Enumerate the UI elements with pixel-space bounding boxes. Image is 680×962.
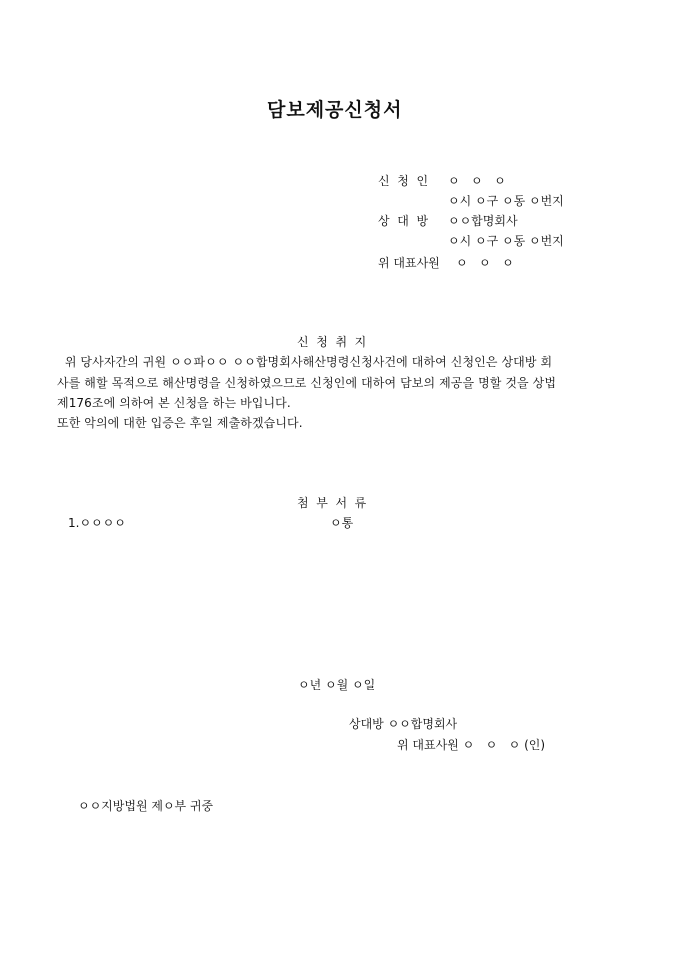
- applicant-address: ㅇ시 ㅇ구 ㅇ동 ㅇ번지: [448, 194, 564, 208]
- purpose-heading: 신 청 취 지: [297, 335, 367, 349]
- respondent-label: 상 대 방: [378, 214, 429, 228]
- attachments-heading: 첨 부 서 류: [297, 496, 367, 510]
- applicant-label: 신 청 인: [378, 174, 429, 188]
- document-title: 담보제공신청서: [267, 99, 403, 121]
- applicant-name: ㅇ ㅇ ㅇ: [448, 174, 506, 188]
- purpose-line: 제176조에 의하여 본 신청을 하는 바입니다.: [57, 396, 291, 410]
- purpose-line: 또한 악의에 대한 입증은 후일 제출하겠습니다.: [57, 416, 303, 430]
- document-date: ㅇ년 ㅇ월 ㅇ일: [298, 678, 376, 692]
- attachment-item-count: ㅇ통: [330, 516, 354, 530]
- attachment-item-name: 1.ㅇㅇㅇㅇ: [68, 516, 126, 530]
- court-addressee: ㅇㅇ지방법원 제ㅇ부 귀중: [78, 799, 214, 813]
- respondent-name: ㅇㅇ합명회사: [448, 214, 518, 228]
- signature-party: 상대방 ㅇㅇ합명회사: [349, 717, 458, 731]
- signature-rep: 위 대표사원 ㅇ ㅇ ㅇ (인): [397, 738, 546, 752]
- respondent-rep-name: ㅇ ㅇ ㅇ: [456, 256, 514, 270]
- purpose-line: 위 당사자간의 귀원 ㅇㅇ파ㅇㅇ ㅇㅇ합명회사해산명령신청사건에 대하여 신청인은 상대방 회: [57, 355, 553, 369]
- respondent-address: ㅇ시 ㅇ구 ㅇ동 ㅇ번지: [448, 234, 564, 248]
- purpose-line: 사를 해할 목적으로 해산명령을 신청하였으므로 신청인에 대하여 담보의 제공을 명할 것을 상법: [57, 376, 557, 390]
- respondent-rep-label: 위 대표사원: [378, 256, 440, 270]
